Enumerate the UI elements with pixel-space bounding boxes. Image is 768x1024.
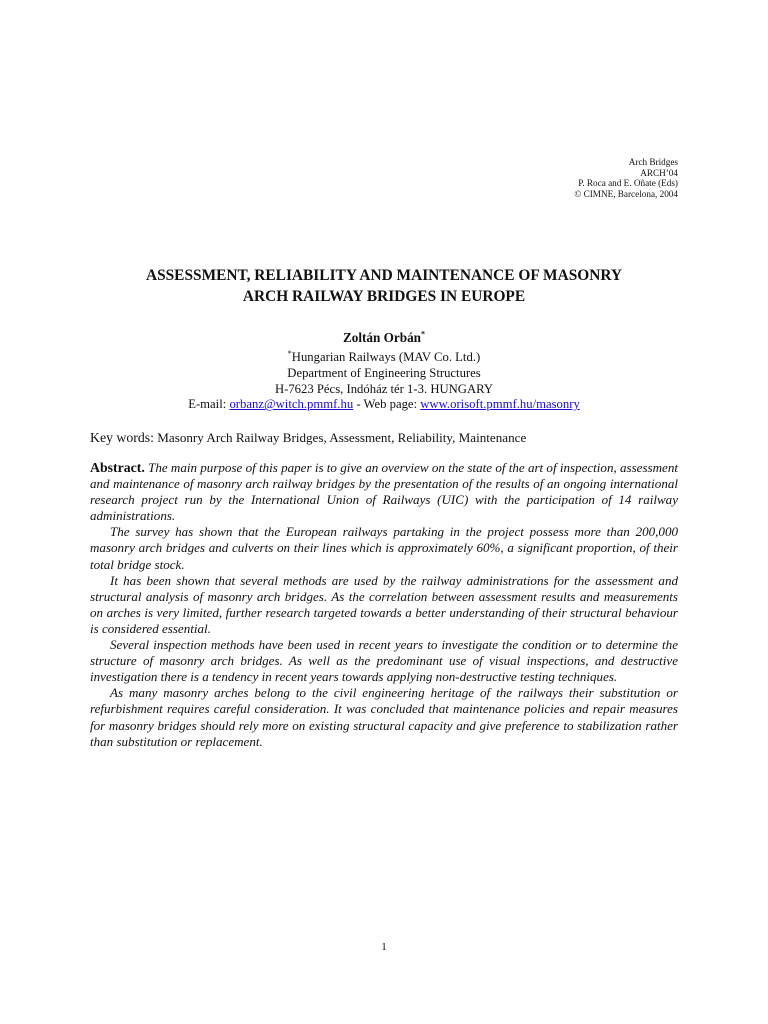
affiliation-address: H-7623 Pécs, Indóház tér 1-3. HUNGARY [274,381,494,396]
proceedings-header [574,157,678,199]
email-link[interactable]: orbanz@witch.pmmf.hu [229,397,354,412]
affiliation-block [90,350,678,413]
author-name: Zoltán Orbán [342,330,422,345]
title-line-2: ARCH RAILWAY BRIDGES IN EUROPE [242,287,526,305]
abstract-paragraph-1-text: The main purpose of this paper is to give an overview on the state of the art of inspection, assessment and maintenance of masonry arch railway bridges by the presentation of the results of an ongoing international research project run by the International Union of Railways (UIC) with the participation of 14 railway administrations. [90,460,678,524]
paper-title [90,266,678,307]
abstract-paragraph-3: It has been shown that several methods are used by the railway administrations for the assessment and structural analysis of masonry arch bridges. As the correlation between assessment results and measurements on arches is very limited, further research targeted towards a better understanding of their structural behaviour is considered essential. [90,572,678,636]
contact-line [90,397,678,413]
email-label: E-mail: [188,397,230,412]
affiliation-org-line [90,350,678,366]
abstract-paragraph-2: The survey has shown that the European railways partaking in the project possess more than 200,000 masonry arch bridges and culverts on their lines which is approximately 60%, a significant proportion, of their total bridge stock. [90,524,678,572]
web-label: - Web page: [353,397,421,412]
keywords-text: Masonry Arch Railway Bridges, Assessment, Reliability, Maintenance [154,430,527,445]
affiliation-org: Hungarian Railways (MAV Co. Ltd.) [291,350,481,364]
page-number: 1 [381,941,387,953]
author-line [90,330,678,346]
web-link[interactable]: www.orisoft.pmmf.hu/masonry [420,397,580,412]
abstract-paragraph-4: Several inspection methods have been used in recent years to investigate the condition or to determine the structure of masonry arch bridges. As well as the predominant use of visual inspections, and destructive investigation there is a tendency in recent years towards applying non-destructive testing techniques. [90,637,678,685]
title-line-1: ASSESSMENT, RELIABILITY AND MAINTENANCE OF MASONRY [145,267,623,284]
header-line-editors: P. Roca and E. Oñate (Eds) [578,178,678,189]
affiliation-marker: * [287,348,292,358]
abstract-paragraph-5: As many masonry arches belong to the civil engineering heritage of the railways their substitution or refurbishment requires careful consideration. It was concluded that maintenance policies and repair measures for masonry bridges should rely more on existing structural capacity and give preference to stabilization rather than substitution or replacement. [90,685,678,749]
abstract-label: Abstract. [90,460,145,475]
abstract-paragraph-1 [90,460,678,524]
keywords-label: Key words: [90,430,154,445]
affiliation-dept: Department of Engineering Structures [287,365,481,380]
author-marker: * [421,329,426,339]
header-line-conference: ARCH’04 [640,167,678,178]
header-line-copyright: © CIMNE, Barcelona, 2004 [574,188,678,199]
keywords-line [90,430,690,446]
header-line-journal: Arch Bridges [628,157,678,167]
abstract-section [90,460,678,750]
